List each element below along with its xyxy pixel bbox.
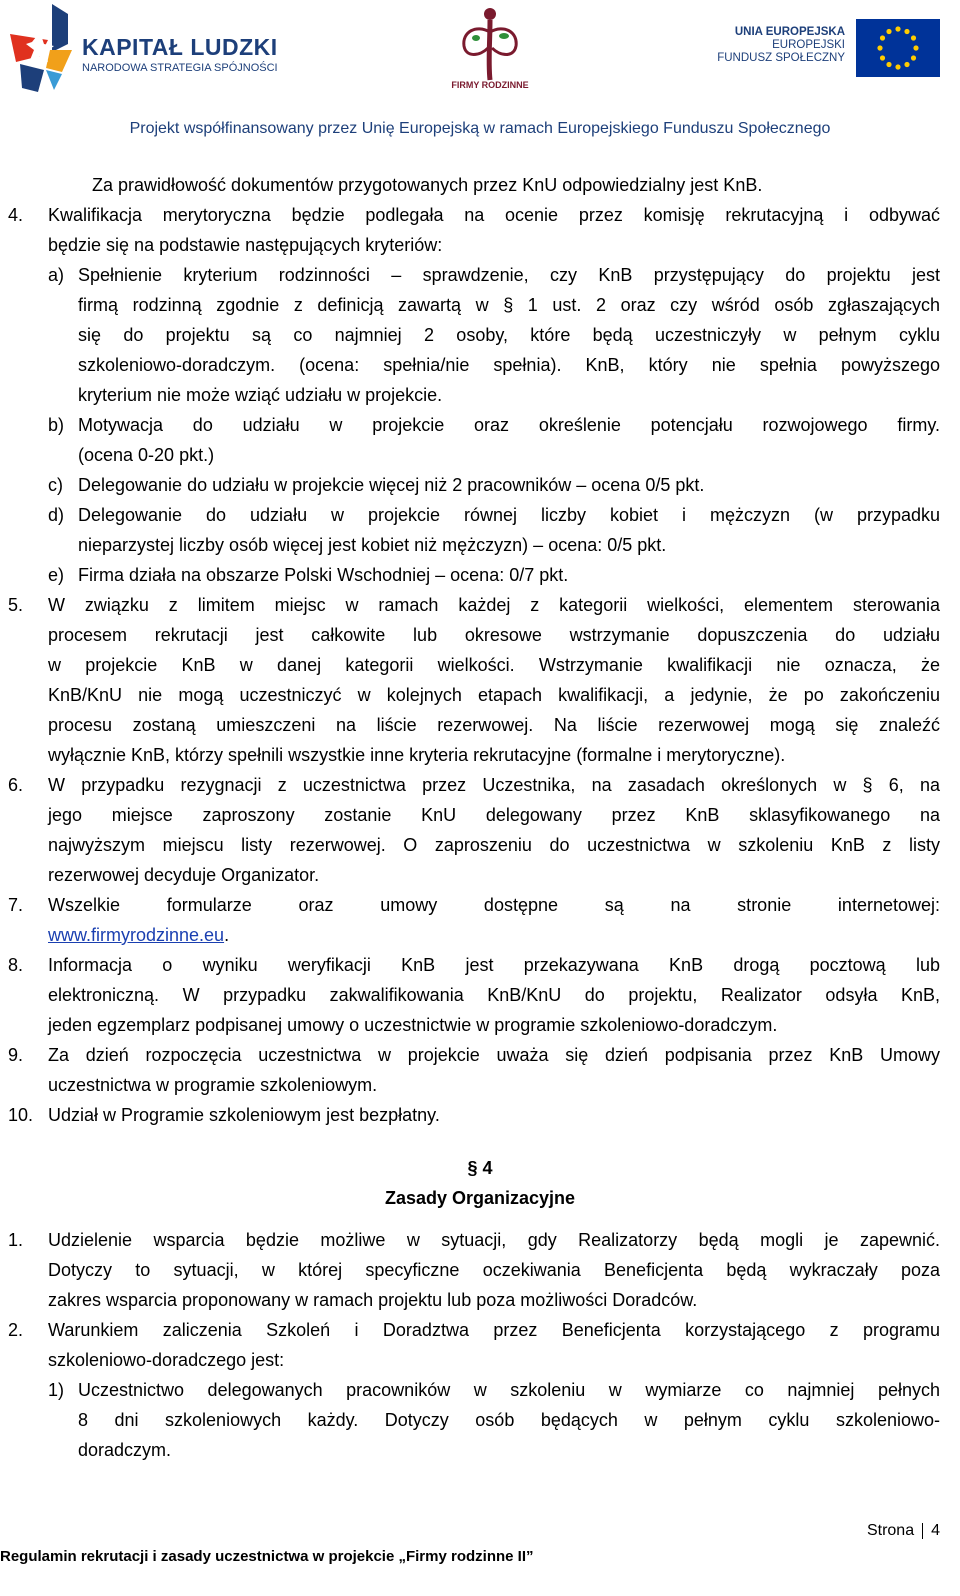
ue-line-3: FUNDUSZ SPOŁECZNY (717, 52, 845, 64)
item-5-line: procesu zostaną umieszczeni na liście rezerwowej. Na liście rezerwowej mogą się znaleźć (48, 715, 940, 735)
kapital-ludzki-subtitle: NARODOWA STRATEGIA SPÓJNOŚCI (82, 62, 278, 74)
section-item-1-line: Udzielenie wsparcia będzie możliwe w sytuacji, gdy Realizatorzy będą mogli je zapewnić. (48, 1230, 940, 1250)
section-item-1-line: zakres wsparcia proponowany w ramach projektu lub poza możliwości Doradców. (48, 1290, 698, 1310)
intro-line: Za prawidłowość dokumentów przygotowanych przez KnU odpowiedzialny jest KnB. (92, 175, 763, 195)
subitem-1-line: Uczestnictwo delegowanych pracowników w szkoleniu w wymiarze co najmniej pełnych (78, 1380, 940, 1400)
list-number: 6. (8, 775, 24, 795)
item-5-line: wyłącznie KnB, którzy spełnili wszystkie inne kryteria rekrutacyjne (formalne i merytoryczne). (48, 745, 786, 765)
list-letter: e) (48, 565, 65, 585)
section-number: § 4 (467, 1158, 493, 1178)
section-item-1-line: Dotyczy to sytuacji, w której specyficzne oczekiwania Beneficjenta będą wykraczały poza (48, 1260, 940, 1280)
subitem-1-line: 8 dni szkoleniowych każdy. Dotyczy osób będących w pełnym cyklu szkoleniowo- (78, 1410, 940, 1430)
eu-flag-icon (856, 19, 940, 77)
ue-line-2: EUROPEJSKI (772, 39, 845, 51)
item-9-line: uczestnictwa w programie szkoleniowym. (48, 1075, 378, 1095)
item-6-line: rezerwowej decyduje Organizator. (48, 865, 320, 885)
criterion-b-line: (ocena 0-20 pkt.) (78, 445, 215, 465)
section-item-2-line: szkoleniowo-doradczego jest: (48, 1350, 285, 1370)
page-header (0, 0, 960, 150)
list-letter: b) (48, 415, 65, 435)
criterion-e-line: Firma działa na obszarze Polski Wschodniej – ocena: 0/7 pkt. (78, 565, 569, 585)
item-5-line: W związku z limitem miejsc w ramach każdej z kategorii wielkości, elementem sterowania (48, 595, 940, 615)
list-number: 9. (8, 1045, 24, 1065)
list-number: 1) (48, 1380, 65, 1400)
firmy-rodzinne-label: FIRMY RODZINNE (451, 80, 529, 90)
criterion-c-line: Delegowanie do udziału w projekcie więcej niż 2 pracowników – ocena 0/5 pkt. (78, 475, 705, 495)
criterion-b-line: Motywacja do udziału w projekcie oraz określenie potencjału rozwojowego firmy. (78, 415, 940, 435)
ue-line-1: UNIA EUROPEJSKA (734, 26, 845, 38)
firmy-rodzinne-tree-icon (440, 2, 540, 82)
item-7-line: Wszelkie formularze oraz umowy dostępne są na stronie internetowej: (48, 895, 940, 915)
item-5-line: KnB/KnU nie mogą uczestniczyć w kolejnych etapach kwalifikacji, a jedynie, że po zakończeniu (48, 685, 940, 705)
page-label: Strona (866, 1522, 915, 1539)
list-letter: a) (48, 265, 65, 285)
item-5-line: procesem rekrutacji jest całkowite lub okresowe wstrzymanie dopuszczenia do udziału (48, 625, 940, 645)
criterion-a-line: szkoleniowo-doradczym. (ocena: spełnia/nie spełnia). KnB, który nie spełnia powyższego (78, 355, 940, 375)
item-8-line: jeden egzemplarz podpisanej umowy o uczestnictwie w programie szkoleniowo-doradczym. (48, 1015, 778, 1035)
list-letter: d) (48, 505, 65, 525)
list-number: 8. (8, 955, 24, 975)
item-6-line: jego miejsce zaproszony zostanie KnU delegowany przez KnB sklasyfikowanego na (48, 805, 940, 825)
list-number: 5. (8, 595, 24, 615)
project-cofinancing-line: Projekt współfinansowany przez Unię Europejską w ramach Europejskiego Funduszu Społecznego (129, 120, 831, 137)
criterion-a-line: firmą rodzinną zgodnie z definicją zawartą w § 1 ust. 2 oraz czy wśród osób zgłaszających (78, 295, 940, 315)
item-6-line: najwyższym miejscu listy rezerwowej. O zaproszeniu do uczestnictwa w szkoleniu KnB z listy (48, 835, 940, 855)
criterion-a-line: się do projektu są co najmniej 2 osoby, które będą uczestniczyły w pełnym cyklu (78, 325, 940, 345)
page-separator (922, 1523, 923, 1539)
list-number: 1. (8, 1230, 24, 1250)
list-number: 7. (8, 895, 24, 915)
item-4-line: Kwalifikacja merytoryczna będzie podlegała na ocenie przez komisję rekrutacyjną i odbywać (48, 205, 940, 225)
link-period: . (224, 925, 230, 945)
item-8-line: Informacja o wyniku weryfikacji KnB jest przekazywana KnB drogą pocztową lub (48, 955, 940, 975)
item-4-line: będzie się na podstawie następujących kryteriów: (48, 235, 443, 255)
criterion-d-line: nieparzystej liczby osób więcej jest kobiet niż mężczyzn) – ocena: 0/5 pkt. (78, 535, 667, 555)
page-number: 4 (931, 1522, 940, 1539)
item-9-line: Za dzień rozpoczęcia uczestnictwa w projekcie uważa się dzień podpisania przez KnB Umowy (48, 1045, 940, 1065)
page-number-label (867, 1522, 940, 1540)
subitem-1-line: doradczym. (78, 1440, 172, 1460)
footer-regulation-title: Regulamin rekrutacji i zasady uczestnictwa w projekcie „Firmy rodzinne II” (0, 1548, 534, 1565)
criterion-d-line: Delegowanie do udziału w projekcie równej liczby kobiet i mężczyzn (w przypadku (78, 505, 940, 525)
item-6-line: W przypadku rezygnacji z uczestnictwa przez Uczestnika, na zasadach określonych w § 6, na (48, 775, 940, 795)
list-number: 2. (8, 1320, 24, 1340)
section-item-2-line: Warunkiem zaliczenia Szkoleń i Doradztwa przez Beneficjenta korzystającego z programu (48, 1320, 940, 1340)
kapital-ludzki-star-icon (10, 4, 80, 94)
kapital-ludzki-title: KAPITAŁ LUDZKI (82, 34, 278, 60)
website-link[interactable]: www.firmyrodzinne.eu (48, 925, 225, 945)
criterion-a-line: Spełnienie kryterium rodzinności – sprawdzenie, czy KnB przystępujący do projektu jest (78, 265, 940, 285)
list-number: 4. (8, 205, 24, 225)
item-7-link-line (48, 920, 229, 950)
ue-label (700, 26, 845, 65)
item-8-line: elektroniczną. W przypadku zakwalifikowania KnB/KnU do projektu, Realizator odsyła KnB, (48, 985, 940, 1005)
item-10-line: Udział w Programie szkoleniowym jest bezpłatny. (48, 1105, 440, 1125)
list-number: 10. (8, 1105, 34, 1125)
criterion-a-line: kryterium nie może wziąć udziału w projekcie. (78, 385, 443, 405)
item-5-line: w projekcie KnB w danej kategorii wielkości. Wstrzymanie kwalifikacji nie oznacza, że (48, 655, 940, 675)
list-letter: c) (48, 475, 63, 495)
section-title: Zasady Organizacyjne (384, 1188, 576, 1208)
